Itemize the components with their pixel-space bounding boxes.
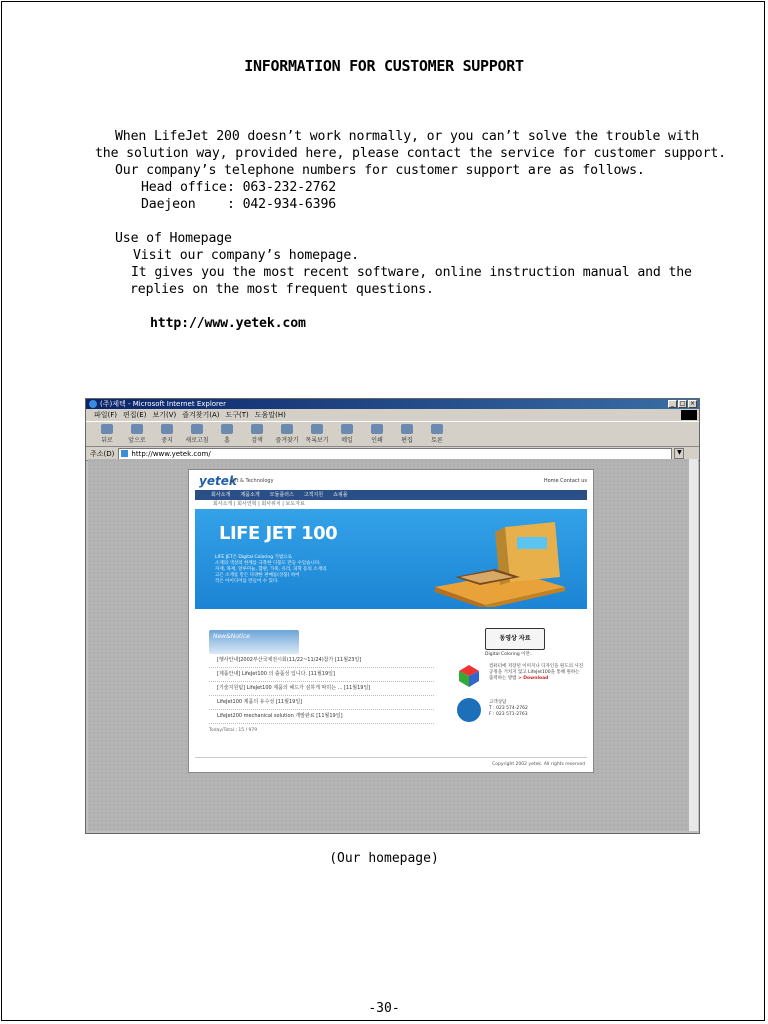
site-subnav[interactable]: 회사소개 | 회사연혁 | 회사위치 | 보도자료 [213,501,305,507]
search-button[interactable]: 검색 [244,424,270,444]
forward-icon [131,424,143,434]
refresh-icon [191,424,203,434]
yetek-logo[interactable]: yetek [199,474,237,488]
history-button[interactable]: 목록보기 [304,424,330,444]
vertical-scrollbar[interactable] [689,459,698,831]
browser-titlebar [86,399,699,409]
top-links[interactable]: Home Contact us [543,478,587,484]
news-item[interactable]: [기술지원팀] LifeJet100 제품의 헤드가 심하게 막히는 ... [11월19일] [209,682,434,696]
browser-menubar [86,409,699,421]
home-icon [221,424,233,434]
phone-icon [457,698,481,722]
discuss-icon [431,424,443,434]
print-icon [371,424,383,434]
forward-button[interactable]: 앞으로 [124,424,150,444]
lifejet-machine-illustration [425,517,575,607]
favorites-icon [281,424,293,434]
search-icon [251,424,263,434]
browser-toolbar [86,421,699,447]
nav-shop[interactable]: 쇼핑몰 [333,492,348,498]
color-cube-icon [457,664,481,688]
phone-number-daejeon: : 042-934-6396 [227,197,337,212]
news-item[interactable]: LifeJet200 mechanical solution 개발완료 [11월19일] [209,710,434,724]
menu-favorites[interactable]: 즐겨찾기(A) [182,411,220,419]
nav-products[interactable]: 제품소개 [240,492,260,498]
favorites-button[interactable]: 즐겨찾기 [274,424,300,444]
phone-label-head-office: Head office [141,180,227,195]
contact-info [489,700,585,718]
site-nav [195,490,587,500]
minimize-icon[interactable]: _ [668,400,677,408]
page-title: INFORMATION FOR CUSTOMER SUPPORT [244,57,524,75]
phone-label-daejeon: Daejeon [141,197,196,212]
print-button[interactable]: 인쇄 [364,424,390,444]
download-link[interactable]: > Download [517,676,549,681]
back-button[interactable]: 뒤로 [94,424,120,444]
logo-subtitle: Art & Technology [231,478,274,484]
nav-module-plus[interactable]: 모듈플러스 [269,492,294,498]
contact-fax: F : 023 571-2763 [489,712,528,717]
maximize-icon[interactable]: □ [679,400,686,407]
homepage-url-link[interactable]: http://www.yetek.com [150,316,306,331]
homepage-heading: Use of Homepage [115,231,232,246]
nav-support[interactable]: 고객지원 [303,492,324,498]
page-number: -30- [368,1001,400,1016]
history-icon [311,424,323,434]
address-input[interactable]: http://www.yetek.com/ [118,448,672,460]
body-line-3: Our company’s telephone numbers for customer support are as follows. [115,163,645,178]
browser-viewport [88,459,689,831]
homepage-line-2: It gives you the most recent software, online instruction manual and the [131,265,692,280]
news-item[interactable]: [제품안내] LifeJet100 의 출품성 입니다. [11월19일] [209,668,434,682]
copyright: Copyright 2002 yetek. All rights reserved [492,762,585,767]
yetek-homepage [188,469,594,773]
discuss-button[interactable]: 토론 [424,424,450,444]
nav-company[interactable]: 회사소개 [211,492,231,498]
homepage-line-1: Visit our company’s homepage. [133,248,359,263]
homepage-screenshot [85,398,700,834]
contact-label: 고객상담 [489,700,507,705]
contact-tel: T : 023 574-2762 [489,706,528,711]
digital-coloring-text: 컴퓨터에 저장된 이미지나 디자인을 원도의 사진공정을 거치지 않고 LifeJet100을 통해 원하는 출력하는 방법 > Download [489,664,584,681]
menu-tools[interactable]: 도구(T) [225,411,249,419]
browser-window-title: (주)제텍 - Microsoft Internet Explorer [100,400,226,408]
edit-icon [401,424,413,434]
visitor-count: Today/Total : 15 / 979 [209,728,258,733]
stop-icon [161,424,173,434]
digital-coloring-heading: Digital Coloring 이란.. [485,652,533,657]
news-heading: New&Notice [209,630,299,654]
homepage-line-3: replies on the most frequent questions. [130,282,434,297]
edit-button[interactable]: 편집 [394,424,420,444]
news-item[interactable]: [행사안내]2002부산국제전시회(11/22~11/24)참가 [11월23일] [209,654,434,668]
menu-help[interactable]: 도움말(H) [254,411,286,419]
figure-caption: (Our homepage) [329,851,439,866]
video-button[interactable]: 동영상 자료 [485,628,545,650]
menu-view[interactable]: 보기(V) [152,411,177,419]
menu-edit[interactable]: 편집(E) [123,411,147,419]
mail-button[interactable]: 메일 [334,424,360,444]
news-item[interactable]: LifeJet100 제품의 유수성 [11월19일] [209,696,434,710]
menu-file[interactable]: 파일(F) [94,411,118,419]
back-icon [101,424,113,434]
hero-title: LIFE JET 100 [219,523,338,544]
mail-icon [341,424,353,434]
footer-divider [195,757,587,758]
hero-text: LIFE JET은 Digital Coloring 기법으로 소재의 색상의 한계를 극복한 디품도 만들 수있습니다. 자재, 목재, 알루미늄, 합판, 가죽, 유리, 피혁 등의 소재의 고은 소재를 만든 다양한 판매를(상품) 하여 작은 아이디어를 만들어 수 있다. [215,555,327,584]
chevron-down-icon[interactable]: ▼ [674,448,684,459]
body-line-1: When LifeJet 200 doesn’t work normally, or you can’t solve the trouble with [115,129,700,144]
hero-banner [195,509,587,609]
close-icon[interactable]: × [689,400,696,407]
ie-icon [89,400,97,408]
news-section [209,630,434,740]
phone-number-head-office: : 063-232-2762 [227,180,337,195]
refresh-button[interactable]: 새로고침 [184,424,210,444]
address-label: 주소(D) [90,449,115,458]
stop-button[interactable]: 중지 [154,424,180,444]
windows-logo-icon [681,410,697,420]
body-line-2: the solution way, provided here, please contact the service for customer support. [95,146,726,161]
home-button[interactable]: 홈 [214,424,240,444]
